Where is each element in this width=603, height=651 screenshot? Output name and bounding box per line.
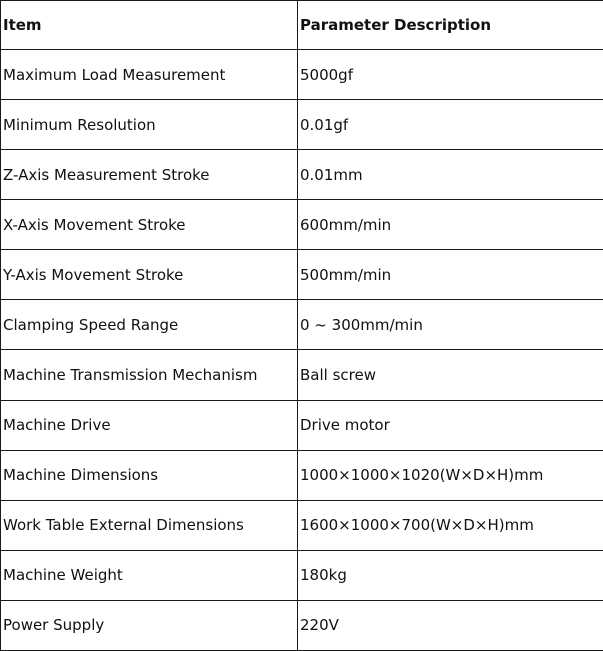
table-row — [1, 350, 603, 400]
item-cell: Machine Drive — [1, 400, 298, 450]
header-row — [1, 1, 603, 50]
item-cell: Z-Axis Measurement Stroke — [1, 150, 298, 200]
item-cell: Y-Axis Movement Stroke — [1, 250, 298, 300]
value-cell: 0 ~ 300mm/min — [298, 300, 603, 350]
item-cell: Machine Weight — [1, 550, 298, 600]
table-row — [1, 400, 603, 450]
table-header — [1, 1, 603, 50]
item-cell: Power Supply — [1, 600, 298, 650]
table-row — [1, 100, 603, 150]
table-row — [1, 500, 603, 550]
table-row — [1, 300, 603, 350]
item-cell: Maximum Load Measurement — [1, 50, 298, 100]
table-row — [1, 150, 603, 200]
value-cell: 600mm/min — [298, 200, 603, 250]
item-cell: Work Table External Dimensions — [1, 500, 298, 550]
table-body — [1, 50, 603, 651]
value-cell: Drive motor — [298, 400, 603, 450]
table-row — [1, 200, 603, 250]
value-cell: 0.01gf — [298, 100, 603, 150]
item-cell: Minimum Resolution — [1, 100, 298, 150]
item-cell: X-Axis Movement Stroke — [1, 200, 298, 250]
table-row — [1, 600, 603, 650]
header-item: Item — [1, 1, 298, 50]
value-cell: 1000×1000×1020(W×D×H)mm — [298, 450, 603, 500]
item-cell: Machine Transmission Mechanism — [1, 350, 298, 400]
value-cell: 220V — [298, 600, 603, 650]
table-row — [1, 250, 603, 300]
value-cell: Ball screw — [298, 350, 603, 400]
table-row — [1, 50, 603, 100]
value-cell: 180kg — [298, 550, 603, 600]
value-cell: 0.01mm — [298, 150, 603, 200]
table-row — [1, 550, 603, 600]
item-cell: Machine Dimensions — [1, 450, 298, 500]
table-row — [1, 450, 603, 500]
value-cell: 5000gf — [298, 50, 603, 100]
value-cell: 500mm/min — [298, 250, 603, 300]
value-cell: 1600×1000×700(W×D×H)mm — [298, 500, 603, 550]
header-parameter-description: Parameter Description — [298, 1, 603, 50]
item-cell: Clamping Speed Range — [1, 300, 298, 350]
